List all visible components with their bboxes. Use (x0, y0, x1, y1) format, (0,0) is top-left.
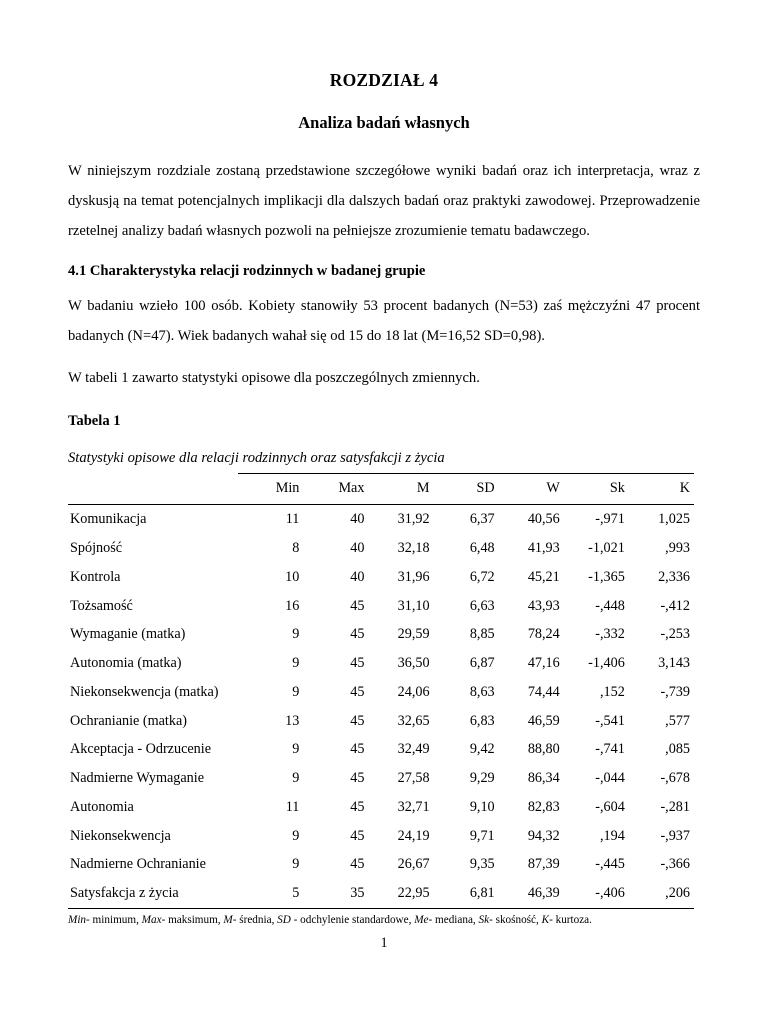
cell-sk: ,152 (600, 683, 625, 700)
table-header-row (68, 474, 694, 505)
cell-m: 32,65 (397, 712, 430, 729)
cell-max: 45 (350, 741, 365, 758)
cell-max: 45 (350, 798, 365, 815)
column-header-sk: Sk (564, 474, 629, 505)
cell-m: 32,18 (397, 540, 430, 557)
cell-sd: 6,72 (469, 568, 495, 585)
cell-sd: 6,48 (469, 540, 495, 557)
column-header-w: W (499, 474, 564, 505)
cell-max: 45 (350, 856, 365, 873)
sample-description-paragraph: W badaniu wzieło 100 osób. Kobiety stanowiły 53 procent badanych (N=53) zaś mężczyźni 47 procent badanych (N=47). Wiek badanych wahał się od 15 do 18 lat (M=16,52 SD=0,98). (68, 297, 700, 344)
section-heading-4-1: 4.1 Charakterystyka relacji rodzinnych w badanej grupie (68, 262, 426, 279)
cell-max: 40 (350, 568, 365, 585)
cell-sk: -,604 (595, 798, 625, 815)
cell-m: 29,59 (397, 626, 430, 643)
table-intro-paragraph: W tabeli 1 zawarto statystyki opisowe dla poszczególnych zmiennych. (68, 369, 480, 386)
column-header-k: K (629, 474, 694, 505)
cell-sd: 9,10 (469, 798, 495, 815)
table-row (68, 879, 694, 908)
cell-sd: 9,71 (469, 827, 495, 844)
row-label: Komunikacja (70, 511, 147, 528)
cell-m: 27,58 (397, 770, 430, 787)
column-header-min: Min (238, 474, 303, 505)
table-row (68, 649, 694, 678)
table-row (68, 592, 694, 621)
cell-k: -,281 (660, 798, 690, 815)
chapter-subtitle: Analiza badań własnych (298, 113, 470, 132)
cell-k: -,412 (660, 597, 690, 614)
cell-k: -,739 (660, 683, 690, 700)
cell-m: 26,67 (397, 856, 430, 873)
cell-k: -,678 (660, 770, 690, 787)
row-label: Autonomia (70, 798, 134, 815)
table-row (68, 534, 694, 563)
row-label: Ochranianie (matka) (70, 712, 187, 729)
cell-min: 11 (285, 798, 300, 815)
chapter-title: ROZDZIAŁ 4 (329, 70, 439, 90)
cell-k: -,937 (660, 827, 690, 844)
note-definition: - odchylenie standardowe, (290, 913, 415, 926)
cell-w: 40,56 (527, 511, 560, 528)
table-header (68, 474, 694, 505)
cell-m: 31,96 (397, 568, 430, 585)
cell-max: 45 (350, 626, 365, 643)
table-row (68, 678, 694, 707)
cell-sd: 6,87 (469, 655, 495, 672)
note-definition: - mediana, (428, 913, 479, 926)
cell-min: 9 (292, 683, 300, 700)
cell-sk: -,332 (595, 626, 625, 643)
cell-sk: -,541 (595, 712, 625, 729)
cell-w: 82,83 (527, 798, 560, 815)
cell-max: 45 (350, 655, 365, 672)
note-definition: - skośność, (489, 913, 542, 926)
note-definition: - kurtoza. (549, 913, 592, 926)
cell-min: 9 (292, 741, 300, 758)
table-row (68, 505, 694, 534)
cell-sk: -1,365 (588, 568, 625, 585)
cell-m: 32,49 (397, 741, 430, 758)
cell-k: 1,025 (658, 511, 690, 528)
cell-max: 45 (350, 712, 365, 729)
cell-m: 24,19 (397, 827, 430, 844)
cell-max: 45 (350, 597, 365, 614)
cell-m: 31,92 (397, 511, 430, 528)
cell-m: 32,71 (397, 798, 430, 815)
cell-min: 16 (285, 597, 300, 614)
cell-sd: 9,42 (469, 741, 495, 758)
cell-sk: -,044 (595, 770, 625, 787)
cell-sd: 9,29 (469, 770, 495, 787)
note-abbreviation: Max (141, 913, 162, 926)
note-abbreviation: Me (414, 913, 429, 926)
cell-min: 9 (292, 655, 300, 672)
note-abbreviation: SD (277, 913, 291, 926)
cell-sd: 6,83 (469, 712, 495, 729)
cell-k: 2,336 (658, 568, 690, 585)
note-definition: - średnia, (232, 913, 278, 926)
cell-sk: -,971 (595, 511, 625, 528)
table-label: Tabela 1 (68, 413, 121, 430)
row-label: Akceptacja - Odrzucenie (70, 741, 212, 758)
cell-k: -,366 (660, 856, 690, 873)
cell-w: 87,39 (527, 856, 560, 873)
cell-k: ,085 (665, 741, 690, 758)
cell-min: 8 (292, 540, 300, 557)
page-number: 1 (380, 935, 388, 951)
cell-k: 3,143 (658, 655, 690, 672)
cell-w: 45,21 (527, 568, 560, 585)
table-row (68, 620, 694, 649)
column-header-sd: SD (434, 474, 499, 505)
cell-sk: -,406 (595, 884, 625, 901)
cell-sk: -,445 (595, 856, 625, 873)
cell-w: 86,34 (527, 770, 560, 787)
cell-min: 10 (285, 568, 300, 585)
row-label: Niekonsekwencja (70, 827, 171, 844)
table-row (68, 764, 694, 793)
cell-min: 11 (285, 511, 300, 528)
cell-sd: 8,63 (469, 683, 495, 700)
cell-max: 45 (350, 683, 365, 700)
row-label: Kontrola (70, 568, 121, 585)
row-label: Spójność (70, 540, 123, 557)
table-row (68, 850, 694, 879)
row-label: Nadmierne Ochranianie (70, 856, 206, 873)
row-label: Autonomia (matka) (70, 655, 182, 672)
cell-min: 9 (292, 770, 300, 787)
cell-max: 35 (350, 884, 365, 901)
descriptive-statistics-table (68, 473, 694, 908)
cell-sd: 6,37 (469, 511, 495, 528)
page-content (68, 0, 700, 928)
cell-w: 78,24 (527, 626, 560, 643)
table-row (68, 735, 694, 764)
row-label: Wymaganie (matka) (70, 626, 186, 643)
note-definition: - maksimum, (161, 913, 224, 926)
cell-min: 5 (292, 884, 300, 901)
cell-k: ,577 (665, 712, 690, 729)
cell-m: 31,10 (397, 597, 430, 614)
note-abbreviation: Min (68, 913, 87, 926)
table-row (68, 793, 694, 822)
cell-sk: -1,406 (588, 655, 625, 672)
note-definition: - minimum, (86, 913, 142, 926)
cell-min: 13 (285, 712, 300, 729)
cell-w: 88,80 (527, 741, 560, 758)
cell-m: 24,06 (397, 683, 430, 700)
row-label: Tożsamość (70, 597, 133, 614)
cell-sk: -,448 (595, 597, 625, 614)
table-row (68, 563, 694, 592)
cell-m: 36,50 (397, 655, 430, 672)
cell-max: 40 (350, 511, 365, 528)
cell-w: 46,59 (527, 712, 560, 729)
cell-m: 22,95 (397, 884, 430, 901)
table-row (68, 822, 694, 851)
cell-w: 43,93 (527, 597, 560, 614)
cell-k: ,206 (665, 884, 690, 901)
intro-paragraph: W niniejszym rozdziale zostaną przedstawione szczegółowe wyniki badań oraz ich interpretacja, wraz z dyskusją na temat potencjalnych implikacji dla dalszych badań oraz praktyki zawodowej. Przeprowadzenie rzetelnej analizy badań własnych pozwoli na pełniejsze zrozumienie tematu badawczego. (68, 163, 700, 239)
cell-max: 45 (350, 827, 365, 844)
cell-min: 9 (292, 626, 300, 643)
table-caption: Statystyki opisowe dla relacji rodzinnych oraz satysfakcji z życia (68, 450, 445, 467)
cell-w: 47,16 (527, 655, 560, 672)
row-label: Nadmierne Wymaganie (70, 770, 205, 787)
table-note (68, 909, 700, 928)
cell-min: 9 (292, 856, 300, 873)
cell-k: -,253 (660, 626, 690, 643)
row-label: Satysfakcja z życia (70, 884, 179, 901)
cell-k: ,993 (665, 540, 690, 557)
table-body (68, 505, 694, 908)
cell-sk: -,741 (595, 741, 625, 758)
cell-sk: -1,021 (588, 540, 625, 557)
column-header-variable (68, 474, 238, 505)
note-abbreviation: M (223, 913, 233, 926)
table-row (68, 707, 694, 736)
column-header-max: Max (303, 474, 368, 505)
row-label: Niekonsekwencja (matka) (70, 683, 219, 700)
cell-w: 46,39 (527, 884, 560, 901)
cell-w: 94,32 (527, 827, 560, 844)
cell-sd: 6,81 (469, 884, 495, 901)
cell-w: 41,93 (527, 540, 560, 557)
cell-max: 45 (350, 770, 365, 787)
cell-sk: ,194 (600, 827, 625, 844)
cell-sd: 8,85 (469, 626, 495, 643)
column-header-m: M (368, 474, 433, 505)
note-abbreviation: Sk (478, 913, 490, 926)
cell-sd: 6,63 (469, 597, 495, 614)
cell-min: 9 (292, 827, 300, 844)
note-abbreviation: K (541, 913, 550, 926)
cell-w: 74,44 (527, 683, 560, 700)
cell-sd: 9,35 (469, 856, 495, 873)
cell-max: 40 (350, 540, 365, 557)
